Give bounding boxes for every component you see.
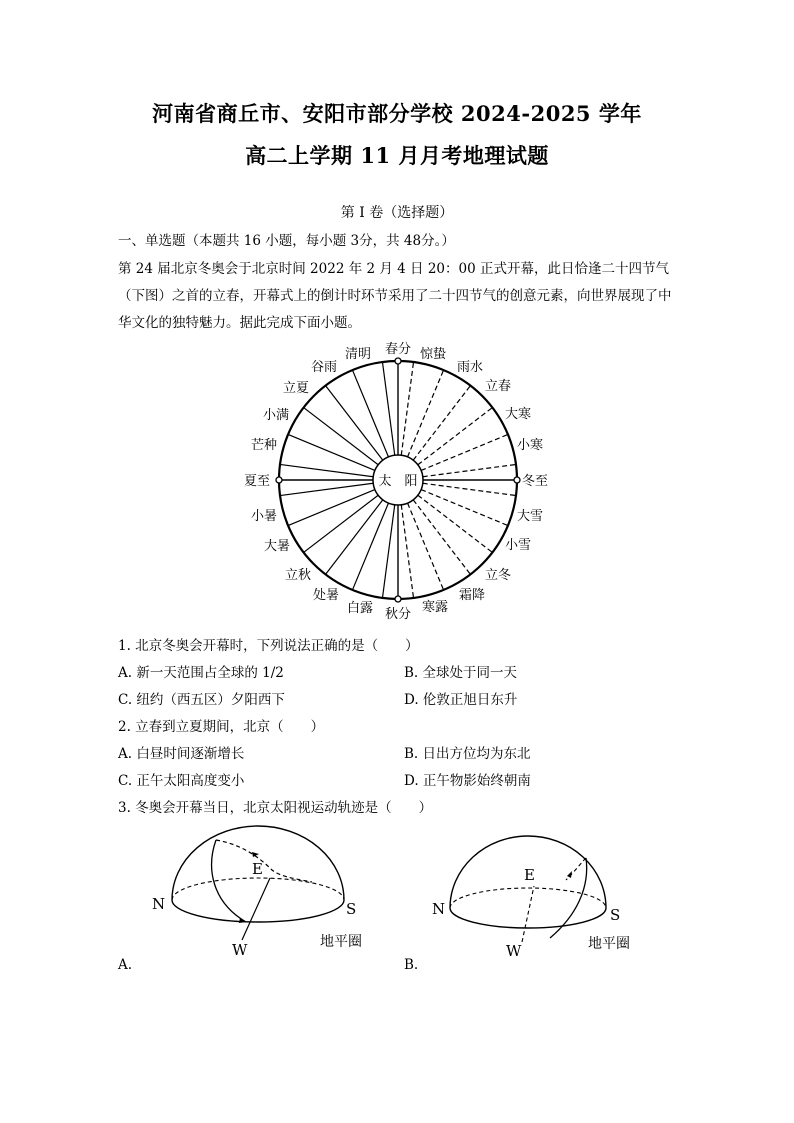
dome-b-horizon-label: 地平圈 bbox=[588, 936, 630, 952]
section-title: 第 I 卷（选择题） bbox=[340, 205, 454, 221]
xiazhi-marker bbox=[276, 477, 282, 483]
question-2-option-c[interactable]: C. 正午太阳高度变小 bbox=[118, 773, 245, 789]
spoke-line bbox=[280, 483, 373, 495]
dome-b-south: S bbox=[610, 906, 621, 924]
term-qiufen: 秋分 bbox=[384, 607, 412, 622]
question-1-option-a[interactable]: A. 新一天范围占全球的 1/2 bbox=[118, 665, 284, 681]
term-yushui: 雨水 bbox=[456, 360, 484, 375]
term-xiaoshu: 小暑 bbox=[250, 509, 278, 524]
dome-b-north: N bbox=[432, 900, 446, 918]
spoke-line bbox=[382, 362, 394, 455]
question-1-option-b[interactable]: B. 全球处于同一天 bbox=[404, 665, 518, 681]
part-heading: 一、单选题（本题共 16 小题，每小题 3分，共 48分。） bbox=[118, 233, 455, 249]
term-jingzhe: 惊蛰 bbox=[419, 347, 447, 362]
chunfen-marker bbox=[395, 358, 401, 364]
dome-a-west: W bbox=[232, 941, 248, 959]
question-3-option-b[interactable]: B. bbox=[404, 957, 419, 973]
question-1-option-c[interactable]: C. 纽约（西五区）夕阳西下 bbox=[118, 692, 285, 708]
spoke-line bbox=[382, 505, 394, 598]
spoke-line bbox=[423, 483, 516, 495]
intro-paragraph: 第 24 届北京冬奥会于北京时间 2022 年 2 月 4 日 20：00 正式开幕，此日恰逢二十四节气（下图）之首的立春，开幕式上的倒计时环节采用了二十四节气的创意元素，向世界展现了中华文化的独特魅力。据此完成下面小题。 bbox=[118, 261, 672, 331]
question-2-option-d[interactable]: D. 正午物影始终朝南 bbox=[404, 773, 531, 789]
term-daxue: 大雪 bbox=[516, 509, 544, 524]
paper-title-line1: 河南省商丘市、安阳市部分学校 2024-2025 学年 bbox=[152, 101, 642, 126]
question-1-option-d[interactable]: D. 伦敦正旭日东升 bbox=[404, 692, 518, 708]
qiufen-marker bbox=[395, 596, 401, 602]
question-2-stem: 2. 立春到立夏期间，北京（ ） bbox=[118, 719, 325, 735]
question-1-stem: 1. 北京冬奥会开幕时，下列说法正确的是（ ） bbox=[118, 638, 419, 654]
solar-terms-diagram bbox=[240, 338, 560, 628]
term-bailu: 白露 bbox=[346, 601, 374, 616]
term-qingming: 清明 bbox=[344, 347, 372, 362]
term-dashu: 大暑 bbox=[263, 539, 291, 554]
dome-a-north: N bbox=[152, 895, 166, 913]
dome-a-horizon-label: 地平圈 bbox=[320, 934, 362, 950]
dome-b-east: E bbox=[524, 866, 535, 884]
spoke-line bbox=[280, 464, 373, 476]
term-lichun: 立春 bbox=[484, 379, 512, 394]
term-hanlu: 寒露 bbox=[421, 600, 449, 615]
term-mangzhong: 芒种 bbox=[250, 438, 278, 453]
dome-b-west: W bbox=[506, 942, 522, 960]
spoke-line bbox=[401, 505, 413, 598]
question-3-stem: 3. 冬奥会开幕当日，北京太阳视运动轨迹是（ ） bbox=[118, 800, 433, 816]
paper-title-line2: 高二上学期 11 月月考地理试题 bbox=[245, 143, 549, 168]
term-xiaoxue: 小雪 bbox=[504, 538, 532, 553]
term-dahan: 大寒 bbox=[504, 407, 532, 422]
term-guyu: 谷雨 bbox=[310, 360, 338, 375]
spoke-line bbox=[401, 362, 413, 455]
term-xiaoman: 小满 bbox=[262, 408, 290, 423]
term-liqiu: 立秋 bbox=[284, 568, 312, 583]
question-3-option-a[interactable]: A. bbox=[118, 957, 133, 973]
term-lixia: 立夏 bbox=[282, 381, 310, 396]
term-xiazhi: 夏至 bbox=[243, 474, 271, 489]
term-shuangjiang: 霜降 bbox=[458, 588, 486, 603]
question-2-option-a[interactable]: A. 白昼时间逐渐增长 bbox=[118, 746, 245, 762]
dome-a-south: S bbox=[346, 900, 357, 918]
term-dongzhi: 冬至 bbox=[521, 474, 549, 489]
sun-label: 太 阳 bbox=[378, 474, 418, 489]
dome-a-east: E bbox=[252, 860, 263, 878]
term-lidong: 立冬 bbox=[484, 568, 512, 583]
dome-diagram-a bbox=[140, 822, 380, 964]
term-chushu: 处暑 bbox=[312, 588, 340, 603]
term-xiaohan: 小寒 bbox=[516, 438, 544, 453]
dome-diagram-b bbox=[426, 822, 656, 964]
question-2-option-b[interactable]: B. 日出方位均为东北 bbox=[404, 746, 531, 762]
term-chunfen: 春分 bbox=[384, 342, 412, 357]
spoke-line bbox=[423, 464, 516, 476]
dongzhi-marker bbox=[514, 477, 520, 483]
